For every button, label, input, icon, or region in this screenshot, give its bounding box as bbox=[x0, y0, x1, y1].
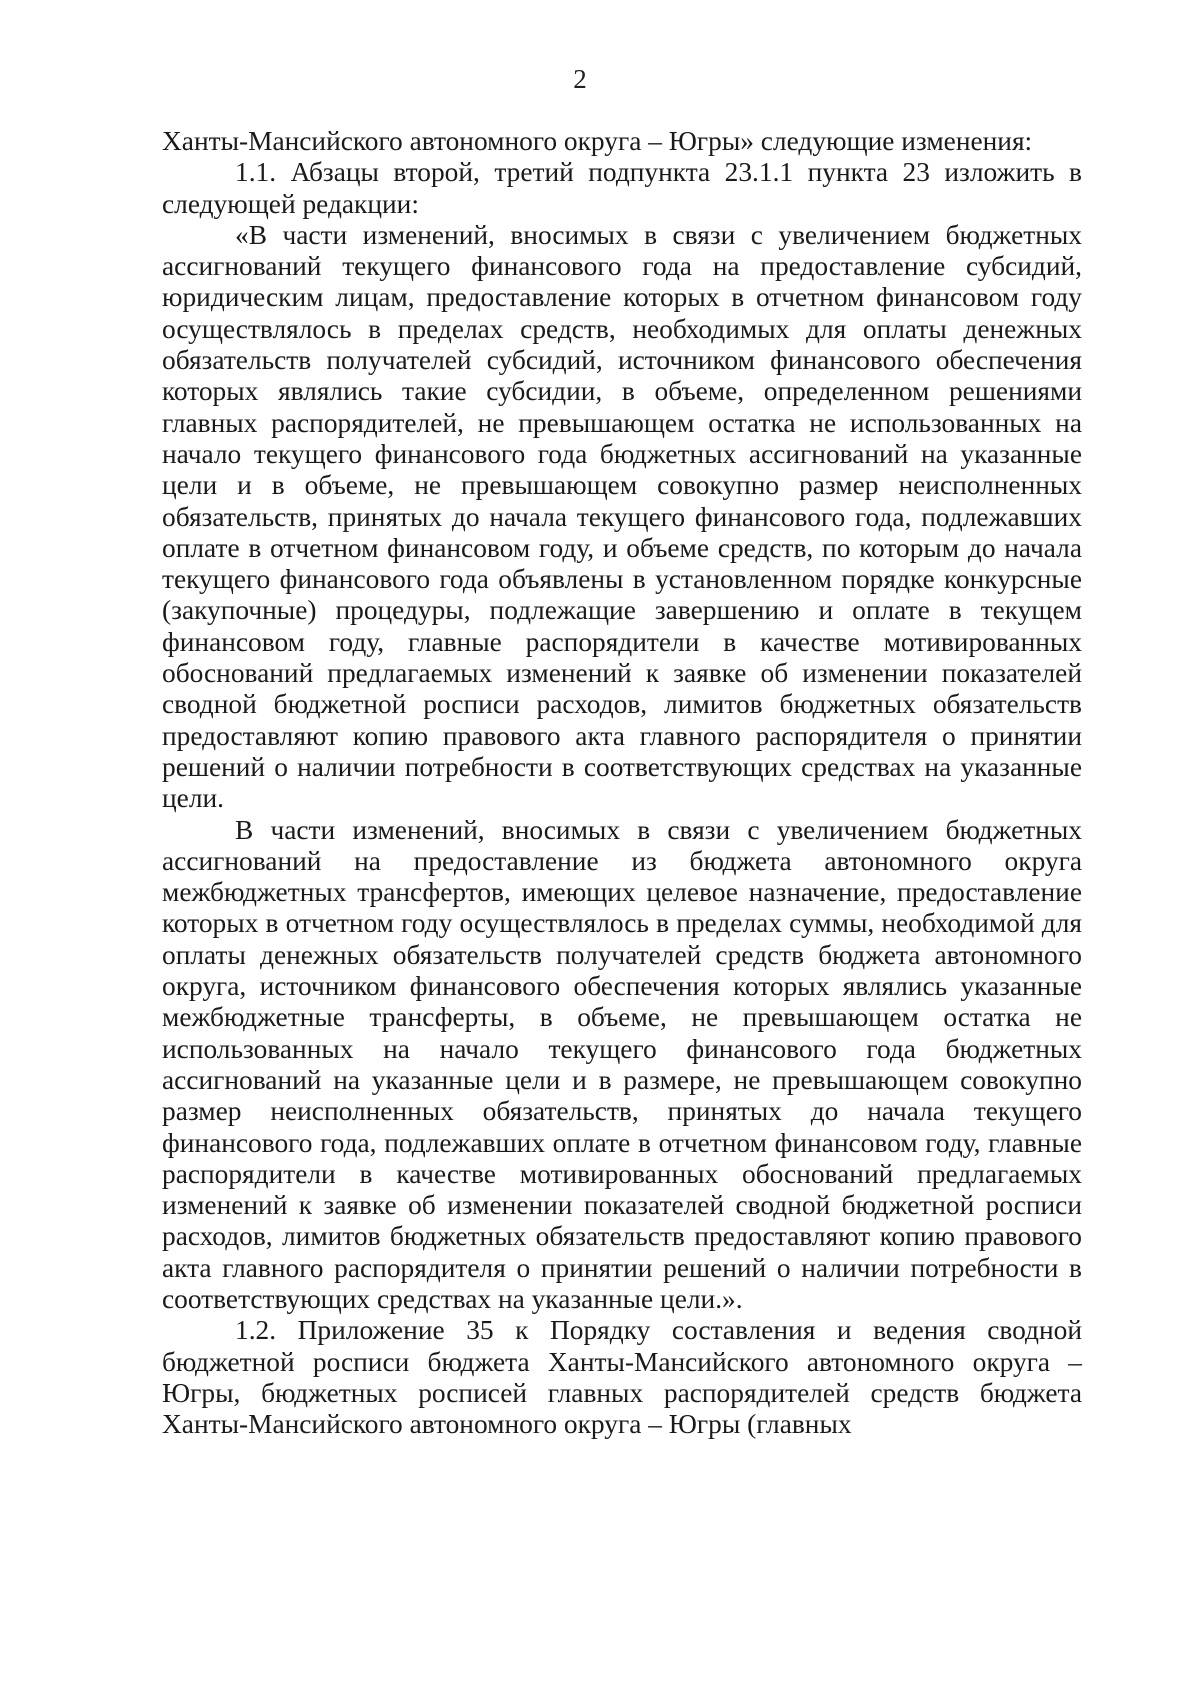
paragraph-quoted-second: В части изменений, вносимых в связи с увеличением бюджетных ассигнований на предоставление из бюджета автономного округа межбюджетных трансфертов, имеющих целевое назначение, предоставление которых в отчетном году осуществлялось в пределах суммы, необходимой для оплаты денежных обязательств получателей средств бюджета автономного округа, источником финансового обеспечения которых являлись указанные межбюджетные трансферты, в объеме, не превышающем остатка не использованных на начало текущего финансового года бюджетных ассигнований на указанные цели и в размере, не превышающем совокупно размер неисполненных обязательств, принятых до начала текущего финансового года, подлежавших оплате в отчетном финансовом году, главные распорядители в качестве мотивированных обоснований предлагаемых изменений к заявке об изменении показателей сводной бюджетной росписи расходов, лимитов бюджетных обязательств предоставляют копию правового акта главного распорядителя о принятии решений о наличии потребности в соответствующих средствах на указанные цели.». bbox=[162, 814, 1082, 1314]
page-number: 2 bbox=[573, 64, 587, 94]
paragraph-item-1-1: 1.1. Абзацы второй, третий подпункта 23.1.1 пункта 23 изложить в следующей редакции: bbox=[162, 157, 1082, 219]
paragraph-continuation: Ханты-Мансийского автономного округа – Югры» следующие изменения: bbox=[162, 126, 1033, 156]
document-body bbox=[162, 126, 1082, 1440]
paragraph-quoted-first: «В части изменений, вносимых в связи с увеличением бюджетных ассигнований текущего финансового года на предоставление субсидий, юридическим лицам, предоставление которых в отчетном финансовом году осуществлялось в пределах средств, необходимых для оплаты денежных обязательств получателей субсидий, источником финансового обеспечения которых являлись такие субсидии, в объеме, определенном решениями главных распорядителей, не превышающем остатка не использованных на начало текущего финансового года бюджетных ассигнований на указанные цели и в объеме, не превышающем совокупно размер неисполненных обязательств, принятых до начала текущего финансового года, подлежавших оплате в отчетном финансовом году, и объеме средств, по которым до начала текущего финансового года объявлены в установленном порядке конкурсные (закупочные) процедуры, подлежащие завершению и оплате в текущем финансовом году, главные распорядители в качестве мотивированных обоснований предлагаемых изменений к заявке об изменении показателей сводной бюджетной росписи расходов, лимитов бюджетных обязательств предоставляют копию правового акта главного распорядителя о принятии решений о наличии потребности в соответствующих средствах на указанные цели. bbox=[162, 219, 1082, 814]
paragraph-item-1-2: 1.2. Приложение 35 к Порядку составления и ведения сводной бюджетной росписи бюджета Ханты-Мансийского автономного округа – Югры, бюджетных росписей главных распорядителей средств бюджета Ханты-Мансийского автономного округа – Югры (главных bbox=[162, 1315, 1082, 1440]
